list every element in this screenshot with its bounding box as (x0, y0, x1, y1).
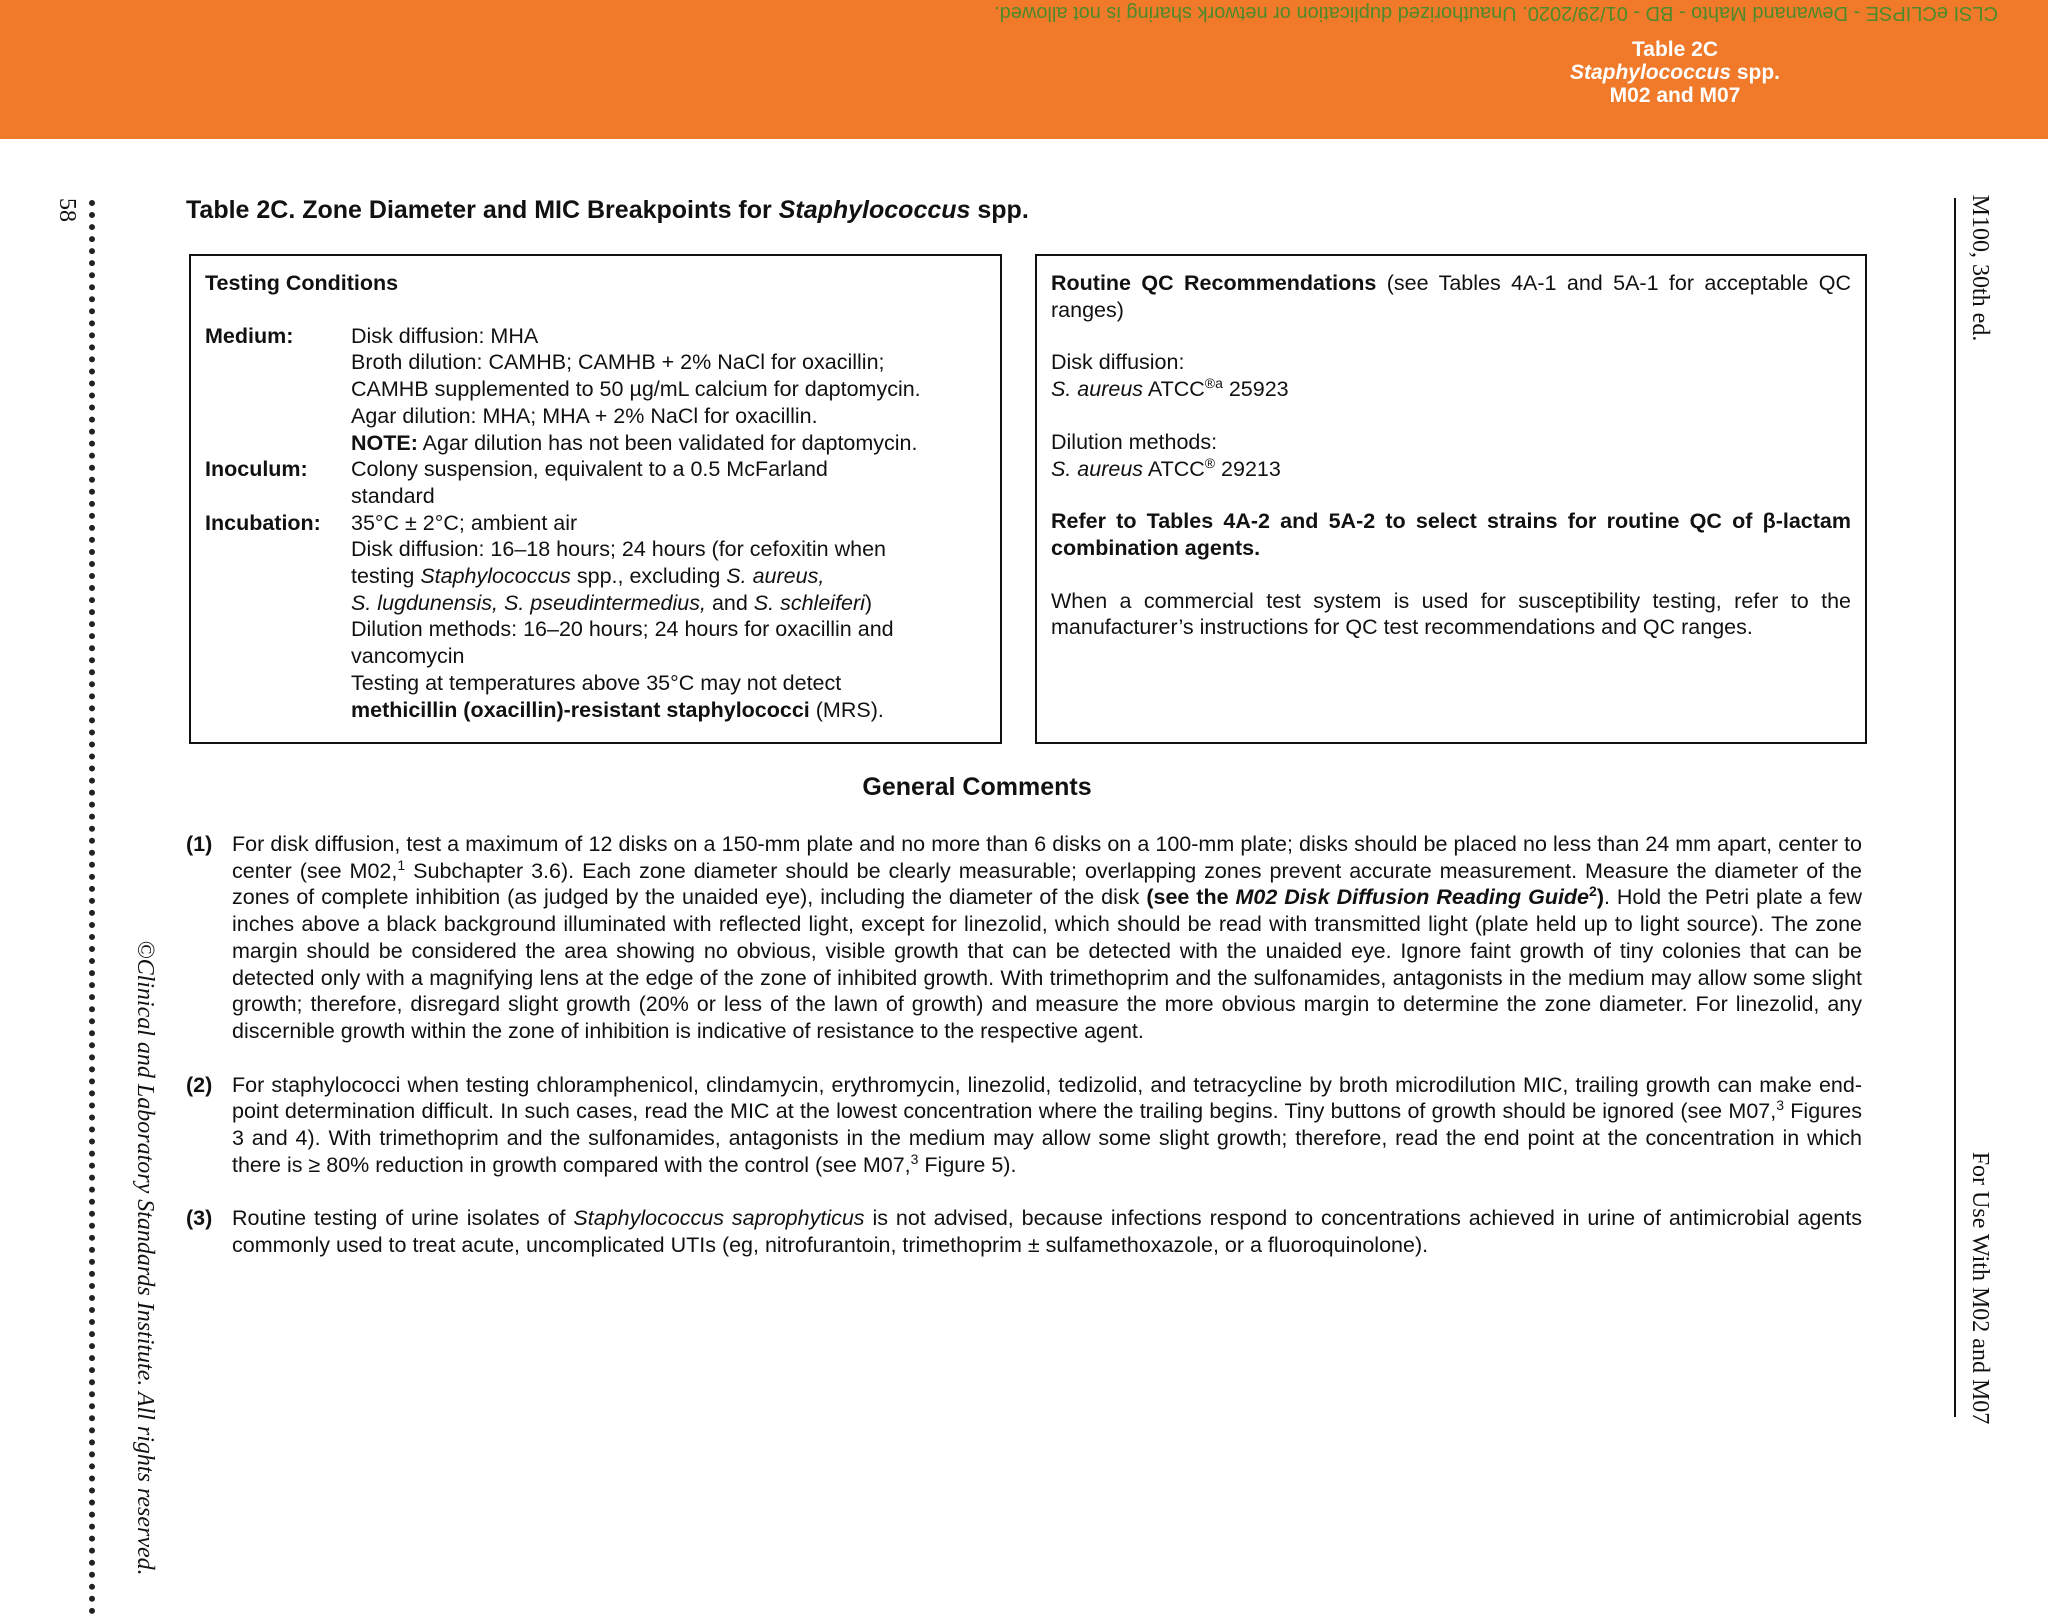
comment-text (232, 831, 1862, 1045)
medium-lines (351, 323, 986, 457)
incubation-line: Disk diffusion: 16–18 hours; 24 hours (for cefoxitin when (351, 537, 887, 562)
superscript: ® (1204, 454, 1216, 471)
text-run: spp., excluding (570, 564, 727, 589)
text-run: and (705, 590, 754, 615)
qc-refer-note: Refer to Tables 4A-2 and 5A-2 to select strains for routine QC of β-lactam combination agents. (1051, 509, 1851, 560)
text-run: Figure 5). (918, 1152, 1017, 1177)
strain-number: 29213 (1215, 456, 1281, 481)
qc-dilution-methods (1051, 429, 1851, 482)
comment-number: (1) (186, 832, 213, 856)
testing-conditions-title: Testing Conditions (205, 271, 399, 295)
incubation-row (205, 510, 986, 724)
strain-number: 25923 (1222, 377, 1289, 402)
text-run: ATCC (1143, 377, 1205, 402)
incubation-label: Incubation: (205, 510, 321, 535)
medium-line: Disk diffusion: MHA (351, 323, 539, 348)
inoculum-row (205, 456, 986, 509)
qc-disk-diffusion (1051, 349, 1851, 402)
inoculum-line: Colony suspension, equivalent to a 0.5 McFarland (351, 457, 828, 482)
page-title (186, 193, 1886, 227)
organism-genus: Staphylococcus (1569, 61, 1732, 84)
organism-label (1500, 61, 1850, 84)
title-prefix: Table 2C. Zone Diameter and MIC Breakpoints for (186, 196, 779, 224)
medium-label: Medium: (205, 323, 294, 348)
bold-run: ) (1596, 885, 1604, 910)
qc-commercial-note: When a commercial test system is used for susceptibility testing, refer to the manufacturer’s instructions for QC test recommendations and QC ranges. (1051, 588, 1851, 640)
note-label: NOTE: (351, 430, 418, 455)
medium-line: Agar dilution: MHA; MHA + 2% NaCl for oxacillin. (351, 403, 818, 428)
incubation-line (351, 563, 986, 590)
qc-heading (1051, 270, 1851, 323)
medium-note (351, 430, 986, 457)
text-run: ) (864, 590, 873, 615)
comment-item (186, 1205, 1862, 1258)
inoculum-lines (351, 456, 986, 509)
left-margin (30, 190, 158, 1576)
inoculum-line: standard (351, 483, 435, 508)
qc-dilution-label: Dilution methods: (1051, 429, 1218, 454)
title-suffix: spp. (970, 196, 1029, 224)
text-run: For disk diffusion, test a maximum of 12 disks on a 150-mm plate and no more than 6 disks on a 100-mm plate; disks should be placed no less than 24 mm apart, center to center (see M02, (232, 832, 1862, 883)
comment-number: (3) (186, 1206, 213, 1231)
qc-dilution-strain (1051, 456, 1851, 483)
text-run: Subchapter 3.6). Each zone diameter should be clearly measurable; overlapping zones prevent accurate measurement. Measure the diameter of the zones of complete inhibition (as judged by the unaided eye), including the diameter of the disk (232, 858, 1862, 910)
qc-disk-label: Disk diffusion: (1051, 350, 1185, 375)
incubation-line: Testing at temperatures above 35°C may not detect (351, 670, 842, 695)
reference-superscript: 3 (1776, 1097, 1785, 1114)
comment-text (232, 1205, 1862, 1258)
comment-number: (2) (186, 1072, 213, 1097)
bold-run: (see the (1146, 885, 1236, 910)
comment-item (186, 831, 1862, 1045)
edition-label: M100, 30th ed. (1967, 194, 1993, 342)
copyright-notice: ©Clinical and Laboratory Standards Institute. All rights reserved. (132, 940, 158, 1576)
general-comments-list (186, 831, 1862, 1286)
dotted-rule (89, 200, 95, 1615)
right-rule (1954, 198, 1956, 1417)
incubation-line: vancomycin (351, 644, 465, 669)
species-italic: S. schleiferi (753, 590, 865, 615)
text-run: Figures 3 and 4). With trimethoprim and the sulfonamides, antagonists in the medium may allow some slight growth; therefore, read the end point at the concentration in which there is ≥ 80% reduction in growth compared with the control (see M07, (232, 1099, 1862, 1177)
text-run: (MRS). (809, 697, 884, 722)
guide-title: M02 Disk Diffusion Reading Guide (1235, 885, 1590, 910)
general-comments-heading: General Comments (862, 773, 1092, 801)
reference-superscript: 1 (397, 856, 406, 873)
genus-italic: Staphylococcus (420, 564, 571, 589)
organism-italic: S. aureus (1051, 456, 1144, 481)
text-run: Routine testing of urine isolates of (232, 1206, 574, 1231)
text-run: . Hold the Petri plate a few inches above a black background illuminated with reflected light, except for linezolid, which should be read with transmitted light (plate held up to light source). The zone margin should be considered the area showing no obvious, visible growth that can be detected with the unaided eye. Ignore faint growth of tiny colonies that can be detected only with a magnifying lens at the edge of the zone of inhibited growth. With trimethoprim and the sulfonamides, antagonists in the medium may allow some slight growth; therefore, disregard slight growth (20% or less of the lawn of growth) and measure the more obvious margin to determine the zone diameter. For linezolid, any discernible growth within the zone of inhibition is indicative of resistance to the respective agent. (232, 885, 1862, 1043)
incubation-line: 35°C ± 2°C; ambient air (351, 510, 578, 535)
comment-text (232, 1072, 1862, 1179)
medium-line: Broth dilution: CAMHB; CAMHB + 2% NaCl for oxacillin; (351, 350, 885, 375)
qc-disk-strain (1051, 376, 1851, 403)
text-run: ATCC (1143, 456, 1205, 481)
species-italic: S. lugdunensis, S. pseudintermedius, (351, 590, 706, 615)
qc-title: Routine QC Recommendations (1051, 271, 1377, 295)
methods-label: M02 and M07 (1609, 84, 1741, 107)
organism-italic: S. aureus (1051, 377, 1144, 402)
testing-conditions-box (189, 254, 1002, 744)
comment-item (186, 1072, 1862, 1179)
reference-superscript: 3 (910, 1150, 919, 1167)
page-number: 58 (54, 198, 80, 222)
table-label: Table 2C (1632, 38, 1718, 61)
superscript: ®a (1204, 374, 1223, 391)
species-italic: Staphylococcus saprophyticus (573, 1206, 865, 1231)
mrs-bold: methicillin (oxacillin)-resistant staphylococci (351, 697, 810, 722)
qc-title-rest: (see Tables 4A-1 and 5A-1 for acceptable QC ranges) (1051, 271, 1852, 322)
note-text: Agar dilution has not been validated for daptomycin. (417, 430, 918, 455)
license-watermark: CLSI eCLIPSE - Dewanand Mahto - BD - 01/29/2020. Unauthorized duplication or network sharing is not allowed. (994, 2, 1998, 24)
medium-line: CAMHB supplemented to 50 µg/mL calcium for daptomycin. (351, 377, 921, 402)
header-banner (0, 0, 2048, 139)
incubation-line: Dilution methods: 16–20 hours; 24 hours for oxacillin and (351, 617, 894, 642)
routine-qc-box (1035, 254, 1867, 744)
incubation-line (351, 590, 986, 617)
text-run: is not advised, because infections respond to concentrations achieved in urine of antimicrobial agents commonly used to treat acute, uncomplicated UTIs (eg, nitrofurantoin, trimethoprim ± sulfamethoxazole, or a fluoroquinolone). (232, 1206, 1862, 1258)
incubation-line (351, 697, 986, 724)
reference-superscript: 2 (1589, 883, 1597, 900)
medium-row (205, 323, 986, 457)
organism-suffix: spp. (1731, 61, 1781, 84)
text-run: For staphylococci when testing chloramphenicol, clindamycin, erythromycin, linezolid, tedizolid, and tetracycline by broth microdilution MIC, trailing growth can make end-point determination difficult. In such cases, read the MIC at the lowest concentration where the trailing begins. Tiny buttons of growth should be ignored (see M07, (232, 1072, 1862, 1124)
inoculum-label: Inoculum: (205, 457, 308, 482)
table-identifier (1500, 38, 1850, 107)
for-use-label: For Use With M02 and M07 (1967, 1151, 1993, 1425)
title-genus: Staphylococcus (778, 196, 971, 224)
text-run: testing (351, 564, 421, 589)
incubation-lines (351, 510, 986, 724)
species-italic: S. aureus, (726, 564, 825, 589)
